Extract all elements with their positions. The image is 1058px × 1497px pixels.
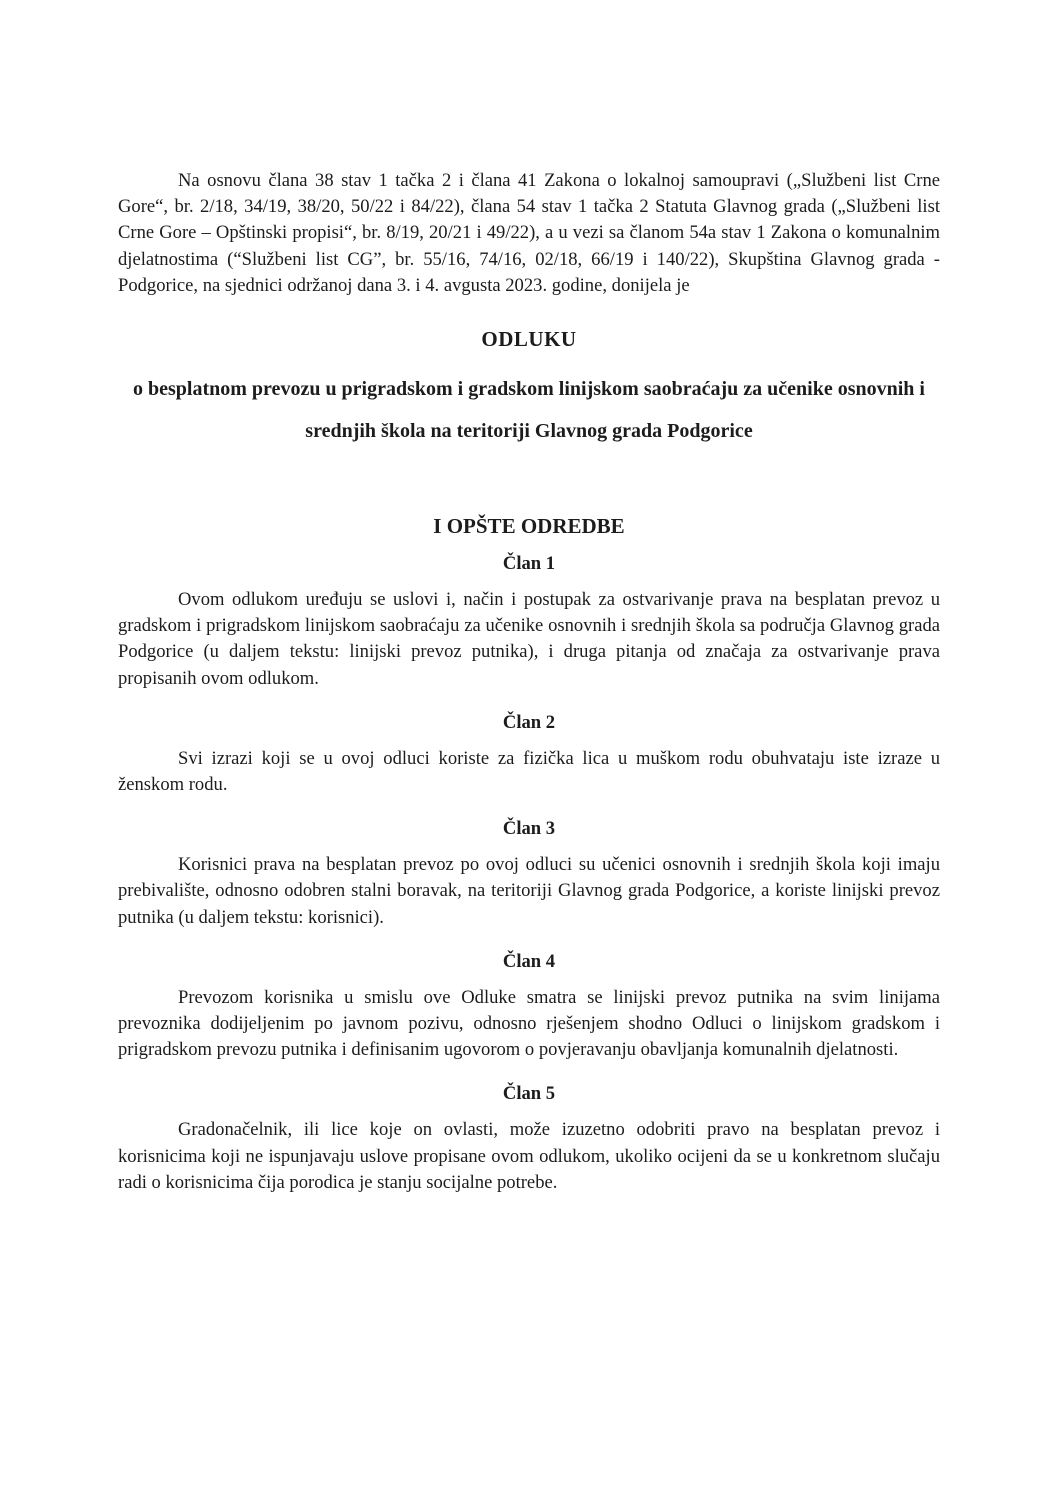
article-heading: Član 1 [502,553,556,575]
article-text: Korisnici prava na besplatan prevoz po ovoj odluci su učenici osnovnih i srednjih škola koji imaju prebivalište, odnosno odobren stalni boravak, na teritoriji Glavnog grada Podgorice, a koriste linijski prevoz putnika (u daljem tekstu: korisnici). [118,854,940,928]
chapter-heading: I OPŠTE ODREDBE [433,514,625,539]
article-heading: Član 3 [502,818,556,840]
article-text: Svi izrazi koji se u ovoj odluci koriste za fizička lica u muškom rodu obuhvataju iste izraze u ženskom rodu. [118,747,940,796]
article-4 [118,951,940,1064]
article-heading: Član 5 [502,1083,556,1105]
article-1 [118,553,940,692]
article-5 [118,1083,940,1196]
article-heading: Član 4 [502,950,556,972]
document-subtitle: o besplatnom prevozu u prigradskom i gradskom linijskom saobraćaju za učenike osnovnih i srednjih škola na teritoriji Glavnog grada Podgorice [133,378,925,443]
article-text: Gradonačelnik, ili lice koje on ovlasti, može izuzetno odobriti pravo na besplatan prevoz i korisnicima koji ne ispunjavaju uslove propisane ovom odlukom, ukoliko ocijeni da se u konkretnom slučaju radi o korisnicima čija porodica je stanju socijalne potrebe. [118,1119,940,1193]
preamble-paragraph: Na osnovu člana 38 stav 1 tačka 2 i člana 41 Zakona o lokalnoj samoupravi („Službeni list Crne Gore“, br. 2/18, 34/19, 38/20, 50/22 i 84/22), člana 54 stav 1 tačka 2 Statuta Glavnog grada („Službeni list Crne Gore – Opštinski propisi“, br. 8/19, 20/21 i 49/22), a u vezi sa članom 54a stav 1 Zakona o komunalnim djelatnostima (“Službeni list CG”, br. 55/16, 74/16, 02/18, 66/19 i 140/22), Skupština Glavnog grada - Podgorice, na sjednici održanoj dana 3. i 4. avgusta 2023. godine, donijela je [118,170,940,296]
article-text: Ovom odlukom uređuju se uslovi i, način i postupak za ostvarivanje prava na besplatan prevoz u gradskom i prigradskom linijskom saobraćaju za učenike osnovnih i srednjih škola sa područja Glavnog grada Podgorice (u daljem tekstu: linijski prevoz putnika), i druga pitanja od značaja za ostvarivanje prava propisanih ovom odlukom. [118,589,940,689]
article-3 [118,818,940,931]
article-2 [118,712,940,798]
article-text: Prevozom korisnika u smislu ove Odluke smatra se linijski prevoz putnika na svim linijama prevoznika dodijeljenim po javnom pozivu, odnosno rješenjem shodno Odluci o linijskom gradskom i prigradskom prevozu putnika i definisanim ugovorom o povjeravanju obavljanja komunalnih djelatnosti. [118,986,940,1061]
document-title: ODLUKU [481,327,577,352]
article-heading: Član 2 [502,711,556,733]
document-page [118,168,940,1196]
